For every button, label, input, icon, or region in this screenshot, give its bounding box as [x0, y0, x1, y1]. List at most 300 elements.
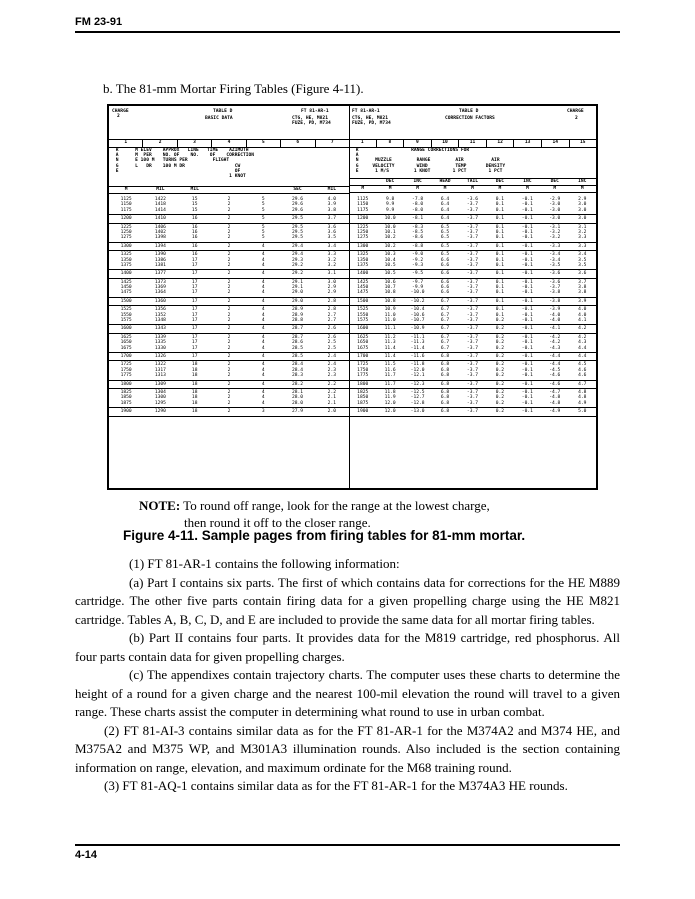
table-cell: 1356: [154, 307, 166, 313]
table-cell: -4.4: [549, 362, 561, 368]
table-cell: 11.7: [384, 373, 396, 379]
table-cell: -0.1: [521, 307, 533, 313]
table-cell: 10.3: [384, 252, 396, 258]
page-footer: 4-14: [75, 849, 98, 861]
table-cell: 16: [191, 235, 198, 241]
table-cell: 1625: [120, 334, 132, 340]
row-group: [109, 306, 349, 325]
table-cell: 2.4: [327, 362, 336, 368]
left-cart-line1: CTG, HE, M821: [292, 116, 328, 121]
right-column-headings: R RANGE CORRECTIONS FOR A N MUZZLE RANGE AIR AIR G VELOCITY WIND TEMP DENSITY E 1 M/S 1 KNOT 1 PCT 1 PCT: [355, 148, 506, 174]
row-group: [349, 381, 596, 389]
table-row: [109, 216, 349, 221]
table-cell: 29.5: [292, 229, 304, 235]
table-cell: -0.1: [521, 229, 533, 235]
table-row: [109, 318, 349, 323]
table-cell: 2: [227, 243, 231, 249]
table-cell: -8.6: [412, 235, 424, 241]
firing-table-figure: [107, 104, 598, 490]
table-cell: 1700: [120, 353, 132, 359]
table-cell: 28.1: [292, 389, 304, 395]
unit-label: M: [580, 186, 584, 191]
table-cell: 1650: [120, 340, 132, 346]
table-row: [109, 263, 349, 268]
table-cell: -12.7: [410, 395, 425, 401]
table-cell: -3.7: [466, 389, 478, 395]
left-table-label: TABLE D: [213, 109, 233, 114]
table-cell: 10.0: [384, 224, 396, 230]
table-cell: -3.5: [549, 262, 561, 268]
table-cell: 11.5: [384, 362, 396, 368]
table-cell: 17: [191, 271, 198, 277]
table-cell: 0.1: [495, 207, 505, 213]
table-cell: 2: [227, 285, 231, 291]
table-cell: 4.6: [578, 367, 587, 373]
table-cell: 4: [261, 312, 265, 318]
left-charge-label: CHARGE: [112, 109, 129, 114]
table-cell: 1875: [120, 400, 132, 406]
table-cell: -9.0: [412, 252, 424, 258]
subheading-label: INC: [413, 179, 422, 184]
table-cell: 1300: [154, 395, 166, 401]
table-cell: 1250: [357, 229, 369, 235]
table-cell: 28.4: [292, 362, 304, 368]
table-cell: 1550: [357, 312, 369, 318]
table-cell: 1304: [154, 389, 166, 395]
column-number: 15: [580, 140, 586, 145]
table-row: [349, 346, 596, 351]
page-header: FM 23-91: [75, 16, 123, 28]
table-cell: -0.1: [521, 409, 533, 415]
table-cell: 2.1: [327, 395, 336, 401]
right-table-title: CORRECTION FACTORS: [445, 116, 495, 121]
table-cell: -4.9: [549, 409, 561, 415]
table-cell: 18: [191, 389, 198, 395]
table-cell: 11.0: [384, 312, 396, 318]
column-number: 6: [281, 140, 315, 147]
row-group: [349, 408, 596, 416]
column-number: 3: [178, 140, 212, 147]
table-cell: -3.9: [549, 307, 561, 313]
subheading-label: TAIL: [466, 179, 478, 184]
table-cell: 29.6: [292, 197, 304, 202]
table-cell: 28.2: [292, 381, 304, 387]
table-cell: -4.7: [549, 389, 561, 395]
table-cell: 28.9: [292, 307, 304, 313]
right-charge-value: 2: [575, 116, 578, 121]
table-cell: 16: [191, 252, 198, 258]
table-cell: 27.9: [292, 409, 304, 415]
table-cell: 2: [227, 235, 231, 241]
table-cell: 4.6: [578, 373, 587, 379]
table-row: [109, 326, 349, 331]
table-cell: -0.1: [521, 197, 533, 202]
table-cell: -3.6: [466, 197, 478, 202]
table-cell: 2: [227, 345, 231, 351]
table-cell: 10.6: [384, 279, 396, 285]
table-cell: 0.2: [495, 362, 505, 368]
table-cell: 5: [261, 229, 265, 235]
table-cell: -0.1: [521, 326, 533, 332]
table-cell: 10.9: [384, 307, 396, 313]
table-cell: 1150: [357, 202, 369, 208]
table-cell: 28.4: [292, 367, 304, 373]
table-cell: 3.6: [578, 271, 587, 277]
table-cell: 1900: [357, 409, 369, 415]
table-cell: 6.8: [440, 373, 450, 379]
table-cell: -3.7: [466, 353, 478, 359]
table-cell: 1875: [357, 400, 369, 406]
table-cell: 1339: [154, 334, 166, 340]
table-cell: 17: [191, 312, 198, 318]
body-paragraph: (3) FT 81-AQ-1 contains similar data as for the FT 81-AR-1 for the M374A3 HE rounds.: [104, 778, 568, 793]
table-cell: 5.0: [578, 409, 587, 415]
right-cart-line1: CTG, HE, M821: [352, 116, 388, 121]
table-cell: 2: [227, 373, 231, 379]
table-cell: 28.6: [292, 340, 304, 346]
table-cell: 4: [261, 389, 265, 395]
table-cell: -0.1: [521, 290, 533, 296]
table-cell: -9.9: [412, 285, 424, 291]
left-data-rows: [109, 196, 349, 417]
table-row: [109, 382, 349, 387]
table-cell: 11.6: [384, 367, 396, 373]
table-cell: 10.0: [384, 216, 396, 222]
table-row: [109, 354, 349, 359]
table-cell: 2: [227, 334, 231, 340]
body-text: [75, 555, 620, 796]
table-cell: 6.6: [440, 285, 450, 291]
table-cell: 2: [227, 197, 231, 202]
body-paragraph: (1) FT 81-AR-1 contains the following information:: [129, 556, 400, 571]
table-cell: 4: [261, 367, 265, 373]
table-cell: 28.8: [292, 318, 304, 324]
table-cell: 6.5: [440, 243, 450, 249]
table-cell: 15: [191, 207, 198, 213]
table-cell: 6.4: [440, 202, 450, 208]
table-cell: 6.4: [440, 197, 450, 202]
table-cell: 3.0: [578, 207, 587, 213]
table-cell: 0.1: [495, 312, 505, 318]
table-cell: -9.7: [412, 279, 424, 285]
table-row: [349, 290, 596, 295]
table-cell: 2: [227, 202, 231, 208]
table-cell: 28.5: [292, 345, 304, 351]
table-cell: 1450: [357, 285, 369, 291]
table-cell: 6.7: [440, 345, 450, 351]
left-units-row: [109, 186, 349, 194]
table-cell: -4.3: [549, 345, 561, 351]
table-cell: 1725: [357, 362, 369, 368]
table-cell: 2: [227, 262, 231, 268]
table-cell: 3.3: [327, 252, 336, 258]
table-cell: 4.3: [578, 340, 587, 346]
table-cell: 17: [191, 334, 198, 340]
table-cell: -3.7: [466, 202, 478, 208]
table-cell: 4: [261, 243, 265, 249]
table-cell: 1800: [357, 381, 369, 387]
unit-label: MIL: [190, 187, 199, 192]
table-cell: 10.4: [384, 257, 396, 263]
table-cell: 3.0: [578, 202, 587, 208]
table-cell: 4: [261, 262, 265, 268]
table-cell: -3.3: [549, 243, 561, 249]
table-cell: -3.7: [549, 285, 561, 291]
table-cell: -3.7: [466, 298, 478, 304]
row-group: [349, 334, 596, 353]
table-cell: 0.1: [495, 307, 505, 313]
unit-label: M: [525, 186, 529, 191]
table-cell: 1309: [154, 381, 166, 387]
table-cell: -4.2: [549, 340, 561, 346]
table-cell: 2: [227, 400, 231, 406]
table-cell: 6.6: [440, 262, 450, 268]
table-cell: -3.1: [549, 224, 561, 230]
table-cell: 4: [261, 290, 265, 296]
body-paragraph: (2) FT 81-AI-3 contains similar data as for the FT 81-AR-1 for the M374A2 and M374 HE, and M375A2 and M375 WP, and M301A3 illumination rounds. Also included is the section containing information on range, elevation, and maximum ordinate for the M68 training round.: [75, 722, 620, 775]
table-cell: 1750: [120, 367, 132, 373]
body-paragraph: (b) Part II contains four parts. It provides data for the M819 cartridge, red phosphorus. All four parts contain data for given propelling charges.: [75, 630, 620, 664]
left-column-numbers: [109, 139, 349, 148]
note-label: NOTE:: [139, 498, 181, 513]
table-cell: 28.9: [292, 312, 304, 318]
table-cell: -3.7: [466, 318, 478, 324]
table-cell: 1825: [357, 389, 369, 395]
table-cell: -2.9: [549, 197, 561, 202]
table-cell: -12.0: [410, 367, 425, 373]
table-cell: 4: [261, 353, 265, 359]
table-cell: -3.7: [466, 216, 478, 222]
table-cell: 0.1: [495, 285, 505, 291]
table-cell: 2.9: [327, 290, 336, 296]
table-cell: 2: [227, 340, 231, 346]
table-cell: 1400: [357, 271, 369, 277]
table-cell: 0.1: [495, 257, 505, 263]
table-cell: 1406: [154, 224, 166, 230]
table-cell: 2: [227, 326, 231, 332]
table-cell: 1418: [154, 202, 166, 208]
table-cell: -10.0: [410, 290, 425, 296]
table-cell: 3.9: [327, 202, 336, 208]
table-cell: -3.7: [466, 235, 478, 241]
row-group: [109, 389, 349, 408]
table-cell: 1414: [154, 207, 166, 213]
table-cell: 6.5: [440, 224, 450, 230]
table-cell: 29.5: [292, 216, 304, 222]
table-cell: 28.0: [292, 395, 304, 401]
table-cell: 18: [191, 400, 198, 406]
table-cell: 3.3: [578, 243, 587, 249]
table-cell: -3.7: [466, 362, 478, 368]
table-cell: 17: [191, 307, 198, 313]
row-group: [109, 251, 349, 270]
table-cell: 2: [227, 389, 231, 395]
table-cell: 6.6: [440, 257, 450, 263]
table-cell: -3.7: [466, 271, 478, 277]
table-cell: 4: [261, 340, 265, 346]
table-cell: 4: [261, 298, 265, 304]
table-cell: 5: [261, 207, 265, 213]
column-number: 12: [487, 140, 515, 147]
table-cell: 2: [227, 353, 231, 359]
table-cell: 17: [191, 345, 198, 351]
table-cell: 18: [191, 409, 198, 415]
unit-label: [246, 187, 280, 193]
table-row: [349, 373, 596, 378]
table-cell: 1381: [154, 262, 166, 268]
table-cell: 17: [191, 340, 198, 346]
table-cell: -0.1: [521, 257, 533, 263]
row-group: [349, 215, 596, 223]
table-row: [349, 382, 596, 387]
table-cell: 2.5: [327, 340, 336, 346]
table-cell: -3.7: [466, 395, 478, 401]
table-cell: 16: [191, 243, 198, 249]
right-table-label: TABLE D: [459, 109, 479, 114]
table-cell: 3.8: [578, 285, 587, 291]
table-correction-factors: [349, 106, 596, 488]
table-cell: 3.9: [578, 298, 587, 304]
table-cell: 0.1: [495, 262, 505, 268]
table-row: [349, 401, 596, 406]
table-cell: -4.1: [549, 326, 561, 332]
table-cell: 1390: [154, 252, 166, 258]
table-cell: -3.0: [549, 207, 561, 213]
table-cell: 1450: [120, 285, 132, 291]
table-cell: -4.6: [549, 373, 561, 379]
table-cell: 11.9: [384, 395, 396, 401]
table-cell: 2: [227, 362, 231, 368]
table-cell: -0.1: [521, 285, 533, 291]
table-cell: 0.1: [495, 224, 505, 230]
table-cell: 2: [227, 312, 231, 318]
table-cell: 11.0: [384, 318, 396, 324]
body-paragraph: (c) The appendixes contain trajectory charts. The computer uses these charts to determine the height of a round for a given charge and the nearest 100-mil elevation the round will travel to a given range. These charts assist the computer in determining what round to use in urban combat.: [75, 667, 620, 719]
table-cell: 0.1: [495, 243, 505, 249]
table-cell: 0.1: [495, 235, 505, 241]
row-group: [109, 279, 349, 298]
table-cell: 3: [261, 409, 265, 415]
table-cell: 0.2: [495, 381, 505, 387]
table-cell: 2.2: [327, 381, 336, 387]
table-cell: 4.0: [327, 197, 336, 202]
table-cell: 0.1: [495, 290, 505, 296]
table-cell: 18: [191, 395, 198, 401]
table-cell: 4.4: [578, 345, 587, 351]
table-row: [109, 208, 349, 213]
table-cell: 2: [227, 381, 231, 387]
table-cell: 10.7: [384, 285, 396, 291]
table-cell: 4: [261, 395, 265, 401]
table-cell: 5: [261, 216, 265, 222]
table-row: [109, 409, 349, 414]
table-cell: 1352: [154, 312, 166, 318]
table-row: [349, 263, 596, 268]
table-cell: 5: [261, 224, 265, 230]
table-cell: 6.6: [440, 290, 450, 296]
table-cell: 2: [227, 409, 231, 415]
table-cell: 29.6: [292, 207, 304, 213]
table-cell: 29.6: [292, 202, 304, 208]
body-paragraph: (a) Part I contains six parts. The first of which contains data for corrections for the HE M889 cartridge. The other five parts contain firing data for a given propelling charge using the HE M821 cartridge. Tables A, B, C, D, and E are included to provide the same data for all mortar firing tables.: [75, 574, 620, 627]
table-cell: 3.7: [327, 216, 336, 222]
table-cell: 1525: [120, 307, 132, 313]
table-cell: 1369: [154, 285, 166, 291]
table-cell: 6.5: [440, 235, 450, 241]
table-cell: 1386: [154, 257, 166, 263]
table-cell: 1275: [120, 235, 132, 241]
table-cell: 17: [191, 257, 198, 263]
table-cell: 4: [261, 252, 265, 258]
table-cell: -10.2: [410, 298, 425, 304]
table-cell: -12.1: [410, 373, 425, 379]
table-cell: 0.2: [495, 395, 505, 401]
table-cell: 11.3: [384, 340, 396, 346]
column-number: 2: [143, 140, 177, 147]
row-group: [349, 243, 596, 251]
unit-label: M: [416, 186, 419, 191]
table-cell: 0.2: [495, 373, 505, 379]
row-group: [109, 361, 349, 380]
table-cell: -3.7: [466, 367, 478, 373]
table-cell: -12.8: [410, 400, 425, 406]
unit-label: M: [471, 186, 474, 191]
table-cell: 1375: [357, 262, 369, 268]
table-cell: 17: [191, 262, 198, 268]
table-cell: 1600: [120, 326, 132, 332]
table-cell: -0.1: [521, 298, 533, 304]
table-cell: 3.0: [327, 279, 336, 285]
table-cell: 28.5: [292, 353, 304, 359]
table-cell: 2.5: [327, 345, 336, 351]
column-number: 9: [404, 140, 432, 147]
table-cell: -8.3: [412, 224, 424, 230]
table-cell: -3.4: [549, 257, 561, 263]
left-cart-line2: FUZE, PD, M734: [292, 121, 331, 126]
table-cell: -0.1: [521, 318, 533, 324]
table-cell: 1775: [357, 373, 369, 379]
table-cell: 1650: [357, 340, 369, 346]
table-cell: 4.0: [578, 312, 587, 318]
table-cell: 1317: [154, 367, 166, 373]
table-cell: -0.1: [521, 252, 533, 258]
subheading-label: DEC: [550, 179, 559, 184]
table-cell: -3.7: [466, 340, 478, 346]
table-cell: 17: [191, 326, 198, 332]
table-row: [349, 409, 596, 414]
table-cell: 6.7: [440, 326, 450, 332]
table-cell: -4.8: [549, 400, 561, 406]
table-cell: -8.0: [412, 207, 424, 213]
note-line-2: then round it off to the closer range.: [184, 515, 371, 530]
table-cell: 5: [261, 202, 265, 208]
table-cell: 2: [227, 395, 231, 401]
table-cell: 29.0: [292, 298, 304, 304]
table-cell: 29.2: [292, 262, 304, 268]
table-cell: 18: [191, 367, 198, 373]
table-cell: -0.1: [521, 362, 533, 368]
table-cell: 16: [191, 229, 198, 235]
table-row: [349, 299, 596, 304]
column-number: 1: [109, 140, 143, 147]
footer-rule: [75, 844, 620, 846]
table-cell: -0.1: [521, 202, 533, 208]
row-group: [109, 196, 349, 215]
table-cell: 11.8: [384, 389, 396, 395]
table-cell: 4: [261, 285, 265, 291]
row-group: [109, 215, 349, 223]
subheading-label: DEC: [495, 179, 505, 184]
